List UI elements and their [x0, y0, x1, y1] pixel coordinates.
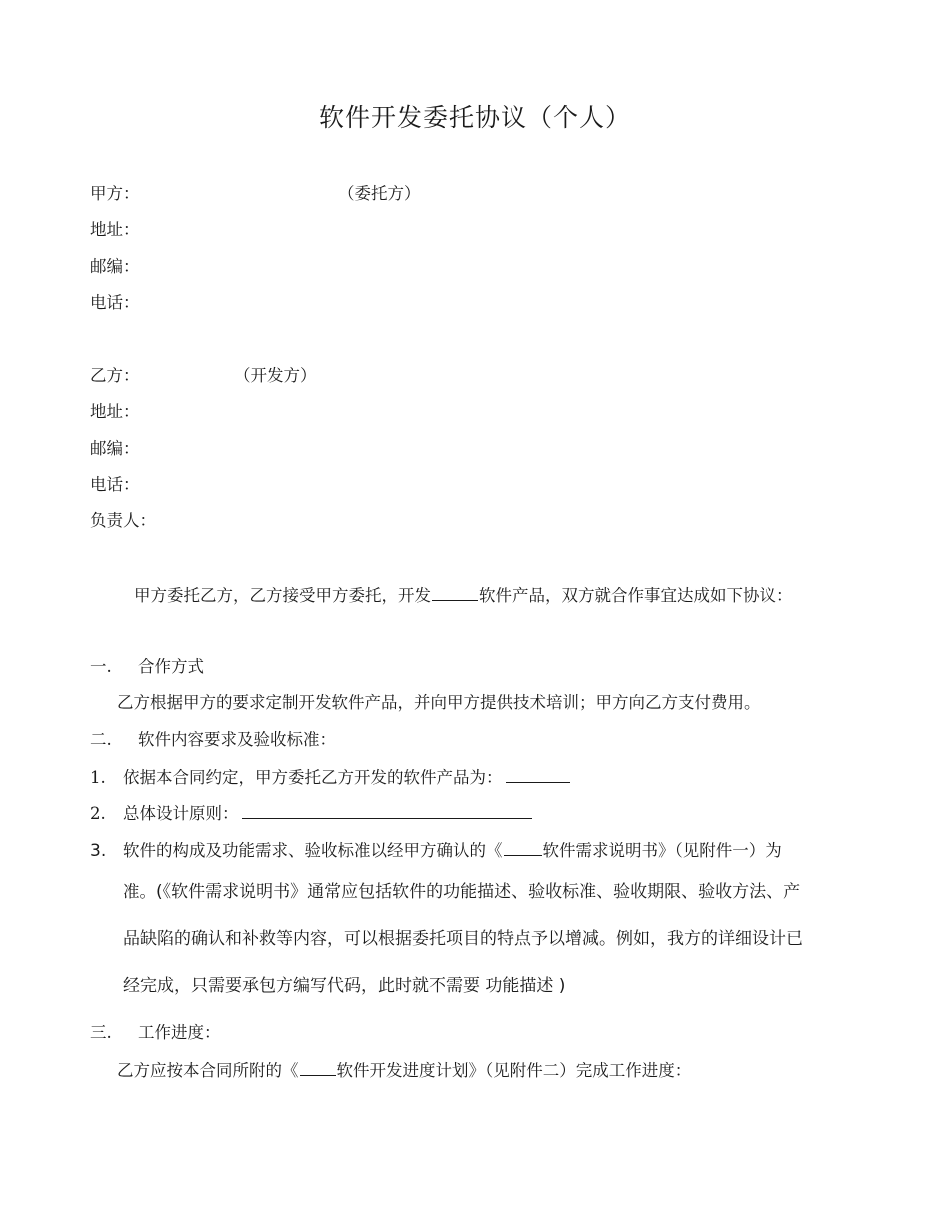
- requirement-doc-blank: [504, 838, 542, 856]
- party-a-postcode: 邮编：: [90, 257, 140, 276]
- intro-text-before: 甲方委托乙方，乙方接受甲方委托，开发: [134, 586, 431, 605]
- schedule-doc-blank: [300, 1058, 336, 1076]
- item-3-note-line-4: 经完成，只需要承包方编写代码，此时就不需要 功能描述 ): [123, 976, 566, 996]
- item-3-text-before: 软件的构成及功能需求、验收标准以经甲方确认的《: [123, 841, 503, 860]
- section-1-number: 一.: [90, 657, 112, 676]
- section-1-body: 乙方根据甲方的要求定制开发软件产品，并向甲方提供技术培训；甲方向乙方支付费用。: [117, 693, 761, 712]
- item-1-number: 1.: [90, 768, 106, 787]
- item-2-text: 总体设计原则：: [123, 804, 239, 823]
- party-b-role: （开发方）: [234, 366, 317, 385]
- item-2-number: 2.: [90, 804, 106, 823]
- section-3-number: 三.: [90, 1023, 112, 1042]
- item-3-number: 3.: [90, 841, 107, 861]
- design-principle-blank: [242, 801, 532, 819]
- party-b-principal: 负责人：: [90, 511, 156, 530]
- section-2-heading: [90, 729, 336, 751]
- section-3-body: [117, 1058, 691, 1082]
- section-3-text-before: 乙方应按本合同所附的《: [117, 1061, 299, 1080]
- party-a-address: 地址：: [90, 220, 140, 239]
- item-3-note-line-3: 品缺陷的确认和补救等内容，可以根据委托项目的特点予以增减。例如，我方的详细设计已: [123, 929, 803, 949]
- party-b-postcode: 邮编：: [90, 439, 140, 458]
- intro-text-after: 软件产品，双方就合作事宜达成如下协议：: [479, 586, 793, 605]
- item-3-text-after: 软件需求说明书》（见附件一）为: [542, 841, 782, 860]
- section-2-number: 二.: [90, 730, 112, 749]
- item-3-note-line-2: (《软件需求说明书》通常应包括软件的功能描述、验收标准、验收期限、验收方法、产: [156, 882, 801, 902]
- product-name-blank: [506, 765, 570, 783]
- section-3-heading: [90, 1022, 221, 1044]
- item-1-text: 依据本合同约定，甲方委托乙方开发的软件产品为：: [123, 768, 503, 787]
- party-b-address: 地址：: [90, 402, 140, 421]
- section-1-heading: [90, 656, 204, 678]
- party-b-phone: 电话：: [90, 475, 140, 494]
- party-a-role: （委托方）: [338, 184, 421, 203]
- section-2-title: 软件内容要求及验收标准：: [138, 730, 336, 749]
- section-2-item-2: [90, 801, 533, 825]
- document-title: 软件开发委托协议（个人）: [318, 103, 631, 132]
- software-name-blank: [432, 583, 478, 601]
- party-a-phone: 电话：: [90, 293, 140, 312]
- section-3-text-after: 软件开发进度计划》（见附件二）完成工作进度：: [336, 1061, 692, 1080]
- item-3-line-2-plain: 准。: [123, 882, 156, 901]
- section-2-item-1: [90, 765, 571, 789]
- section-2-item-3-line-2: [123, 881, 800, 903]
- party-b-label: 乙方：: [90, 366, 140, 385]
- section-1-title: 合作方式: [138, 657, 204, 676]
- intro-paragraph: [134, 583, 793, 607]
- section-2-item-3-line-1: [90, 838, 782, 862]
- party-a-label: 甲方：: [90, 184, 140, 203]
- section-3-title: 工作进度：: [138, 1023, 221, 1042]
